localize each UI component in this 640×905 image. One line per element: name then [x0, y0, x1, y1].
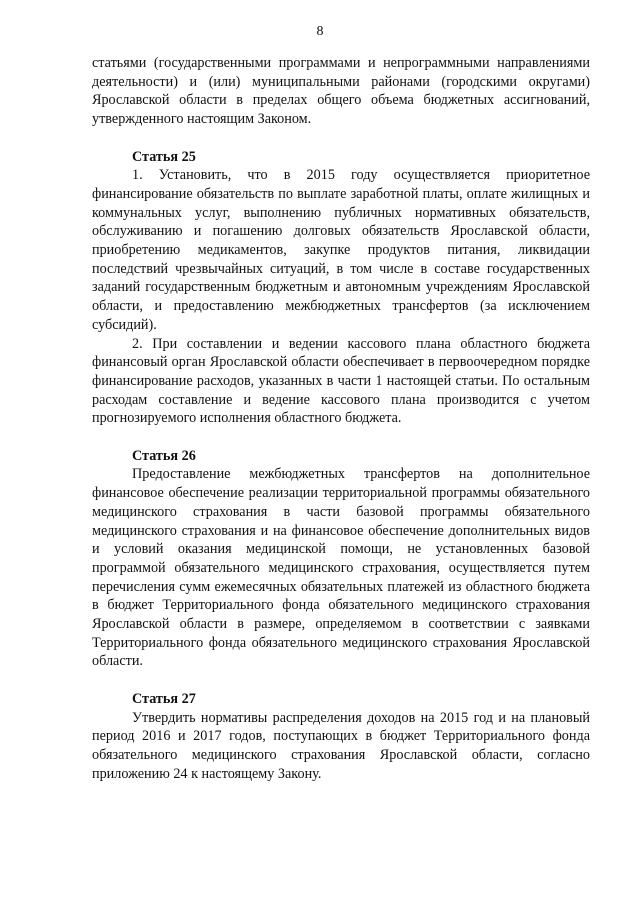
article-paragraph: 2. При составлении и ведении кассового плана областного бюджета финансовый орган Ярославской области обеспечивает в первоочередном порядке финансирование расходов, указанных в части 1 настоящей статьи. По остальным расходам составление и ведение кассового плана производится с учетом прогнозируемого исполнения областного бюджета.	[92, 335, 590, 427]
article-27	[92, 690, 590, 784]
article-paragraph: Утвердить нормативы распределения доходов на 2015 год и на плановый период 2016 и 2017 годов, поступающих в бюджет Территориального фонда обязательного медицинского страхования Ярославской области, согласно приложению 24 к настоящему Закону.	[92, 709, 590, 782]
article-heading: Статья 27	[132, 690, 196, 707]
article-paragraph: Предоставление межбюджетных трансфертов на дополнительное финансовое обеспечение реализации территориальной программы обязательного медицинского страхования в части базовой программы обязательного медицинского страхования и на финансовое обеспечение дополнительных видов и условий оказания медицинской помощи, не установленных базовой программой обязательного медицинского страхования, осуществляется путем перечисления сумм ежемесячных обязательных платежей из областного бюджета в бюджет Территориального фонда обязательного медицинского страхования Ярославской области в размере, определяемом в соответствии с заявками Территориального фонда обязательного медицинского страхования Ярославской области.	[92, 466, 590, 670]
document-body	[92, 54, 590, 783]
article-heading: Статья 26	[132, 447, 196, 464]
article-paragraph: 1. Установить, что в 2015 году осуществляется приоритетное финансирование обязательств по выплате заработной платы, оплате жилищных и коммунальных услуг, выполнению публичных нормативных обязательств, обслуживанию и погашению долговых обязательств Ярославской области, приобретению медикаментов, закупке продуктов питания, ликвидации последствий чрезвычайных ситуаций, в том числе в составе государственных заданий государственным бюджетным и автономным учреждениям Ярославской области, и предоставлению межбюджетных трансфертов (за исключением субсидий).	[92, 167, 590, 333]
page-number: 8	[316, 24, 324, 39]
article-25	[92, 148, 590, 429]
article-26	[92, 447, 590, 671]
continuation-paragraph: статьями (государственными программами и непрограммными направлениями деятельности) и (или) муниципальными районами (городскими округами) Ярославской области в пределах общего объема бюджетных ассигнований, утвержденного настоящим Законом.	[92, 55, 590, 128]
article-heading: Статья 25	[132, 148, 196, 165]
